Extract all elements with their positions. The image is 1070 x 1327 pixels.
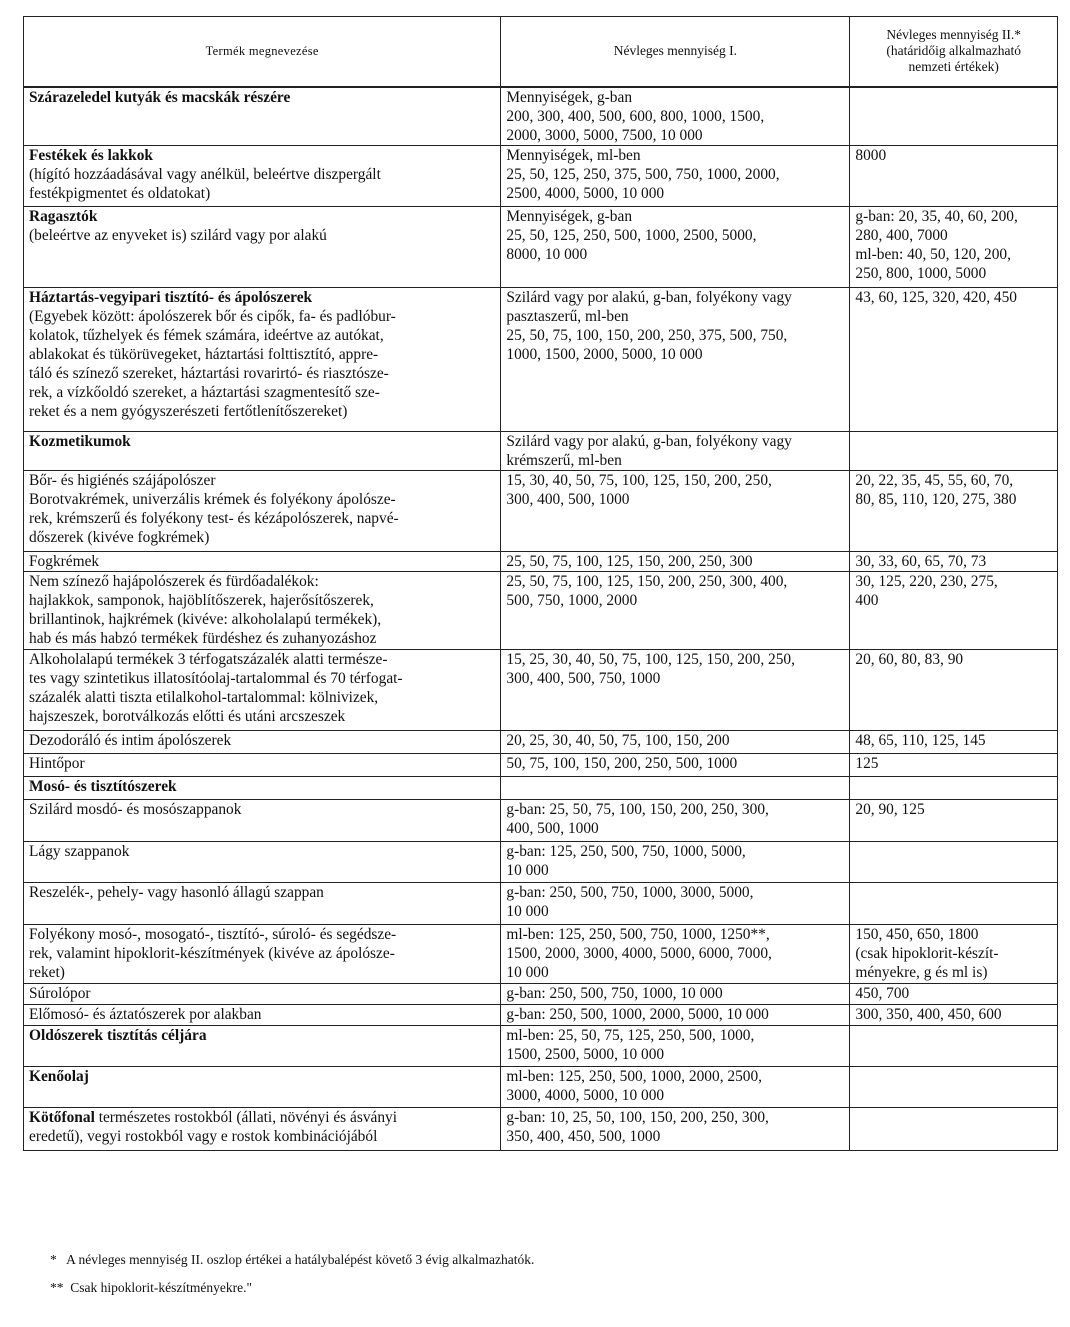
nominal-quantity-1-cell xyxy=(501,799,850,841)
quantity-1-line: 25, 50, 75, 100, 150, 200, 250, 375, 500, 750, xyxy=(506,326,788,344)
product-name-line: Kozmetikumok xyxy=(29,432,131,450)
nominal-quantity-1-cell xyxy=(501,87,850,146)
quantity-1-line: 350, 400, 450, 500, 1000 xyxy=(506,1127,661,1145)
product-name-line: dőszerek (kivéve fogkrémek) xyxy=(29,528,210,546)
header-q2-line: (határidőig alkalmazható xyxy=(886,43,1021,59)
footnote-2: ** Csak hipoklorit-készítményekre." xyxy=(50,1280,252,1295)
table-row xyxy=(24,983,1058,1004)
quantity-1-line: g-ban: 250, 500, 1000, 2000, 5000, 10 000 xyxy=(506,1005,769,1023)
table-row xyxy=(24,287,1058,431)
nominal-quantity-1-cell xyxy=(501,882,850,924)
quantity-1-line: 15, 30, 40, 50, 75, 100, 125, 150, 200, 250, xyxy=(506,471,772,489)
nominal-quantity-2-cell xyxy=(850,571,1058,649)
quantity-1-line: 200, 300, 400, 500, 600, 800, 1000, 1500, xyxy=(506,107,765,125)
nominal-quantity-2-cell xyxy=(850,1066,1058,1107)
quantity-2-line: 20, 90, 125 xyxy=(855,800,925,818)
quantity-1-line: 1500, 2500, 5000, 10 000 xyxy=(506,1045,665,1063)
product-name-cell xyxy=(24,924,501,983)
nominal-quantity-2-cell xyxy=(850,287,1058,431)
product-name-line: Szilárd mosdó- és mosószappanok xyxy=(29,800,242,818)
product-name-line: Előmosó- és áztatószerek por alakban xyxy=(29,1005,262,1023)
product-name-cell xyxy=(24,776,501,799)
product-name-line: eredetű), vegyi rostokból vagy e rostok kombinációjából xyxy=(29,1127,378,1145)
quantity-1-line: Mennyiségek, g-ban xyxy=(506,207,633,225)
nominal-quantity-1-cell xyxy=(501,776,850,799)
quantity-2-line: 30, 33, 60, 65, 70, 73 xyxy=(855,552,987,570)
quantity-1-line: 300, 400, 500, 1000 xyxy=(506,490,630,508)
product-name-cell xyxy=(24,87,501,146)
table-row xyxy=(24,730,1058,753)
header-nominal-quantity-1: Névleges mennyiség I. xyxy=(501,17,850,87)
quantity-1-line: 25, 50, 75, 100, 125, 150, 200, 250, 300, 400, xyxy=(506,572,788,590)
product-name-line: hajlakkok, samponok, hajöblítőszerek, hajerősítőszerek, xyxy=(29,591,374,609)
table-row xyxy=(24,1004,1058,1025)
product-name-cell xyxy=(24,799,501,841)
quantity-1-line: 10 000 xyxy=(506,861,549,879)
quantity-1-line: 50, 75, 100, 150, 200, 250, 500, 1000 xyxy=(506,754,738,772)
table-row xyxy=(24,753,1058,776)
quantity-1-line: 15, 25, 30, 40, 50, 75, 100, 125, 150, 200, 250, xyxy=(506,650,795,668)
table-row xyxy=(24,206,1058,287)
quantity-1-line: g-ban: 250, 500, 750, 1000, 10 000 xyxy=(506,984,723,1002)
quantity-1-line: ml-ben: 25, 50, 75, 125, 250, 500, 1000, xyxy=(506,1026,755,1044)
quantity-2-line: 80, 85, 110, 120, 275, 380 xyxy=(855,490,1017,508)
product-name-line: Ragasztók xyxy=(29,207,98,225)
quantity-1-line: Mennyiségek, g-ban xyxy=(506,88,633,106)
table-row xyxy=(24,841,1058,882)
table-row xyxy=(24,799,1058,841)
product-name-line: Szárazeledel kutyák és macskák részére xyxy=(29,88,291,106)
product-name-line: Folyékony mosó-, mosogató-, tisztító-, súroló- és segédsze- xyxy=(29,925,397,943)
product-name-cell xyxy=(24,1107,501,1150)
quantity-1-line: g-ban: 10, 25, 50, 100, 150, 200, 250, 300, xyxy=(506,1108,769,1126)
table-row xyxy=(24,87,1058,146)
quantity-1-line: 1000, 1500, 2000, 5000, 10 000 xyxy=(506,345,703,363)
table-row xyxy=(24,571,1058,649)
header-product-name: Termék megnevezése xyxy=(24,17,501,87)
quantity-2-line: 300, 350, 400, 450, 600 xyxy=(855,1005,1002,1023)
quantity-1-line: 25, 50, 125, 250, 375, 500, 750, 1000, 2000, xyxy=(506,165,780,183)
product-name-cell xyxy=(24,1004,501,1025)
nominal-quantity-1-cell xyxy=(501,431,850,470)
header-q2-line: Névleges mennyiség II.* xyxy=(886,27,1021,43)
product-name-cell xyxy=(24,551,501,571)
product-name-cell xyxy=(24,1025,501,1066)
product-name-line: rek, a vízkőoldó szereket, a háztartási szagmentesítő sze- xyxy=(29,383,380,401)
quantity-1-line: ml-ben: 125, 250, 500, 1000, 2000, 2500, xyxy=(506,1067,763,1085)
nominal-quantity-1-cell xyxy=(501,841,850,882)
product-name-cell xyxy=(24,287,501,431)
nominal-quantity-1-cell xyxy=(501,145,850,206)
product-name-line: Súrolópor xyxy=(29,984,91,1002)
nominal-quantity-2-cell xyxy=(850,730,1058,753)
quantity-1-line: 25, 50, 75, 100, 125, 150, 200, 250, 300 xyxy=(506,552,753,570)
product-name-line: hab és más habzó termékek fürdéshez és zuhanyozáshoz xyxy=(29,629,377,647)
quantity-1-line: Szilárd vagy por alakú, g-ban, folyékony vagy xyxy=(506,432,792,450)
product-name-line: hajszeszek, borotválkozás előtti és utáni arcszeszek xyxy=(29,707,346,725)
quantity-1-line: ml-ben: 125, 250, 500, 750, 1000, 1250**, xyxy=(506,925,770,943)
product-name-line: Lágy szappanok xyxy=(29,842,130,860)
nominal-quantity-2-cell xyxy=(850,882,1058,924)
product-name-cell xyxy=(24,841,501,882)
quantity-2-line: 30, 125, 220, 230, 275, xyxy=(855,572,998,590)
table-row xyxy=(24,776,1058,799)
quantity-1-line: 3000, 4000, 5000, 10 000 xyxy=(506,1086,665,1104)
table-row xyxy=(24,1025,1058,1066)
nominal-quantity-2-cell xyxy=(850,776,1058,799)
quantity-1-line: 2000, 3000, 5000, 7500, 10 000 xyxy=(506,126,703,144)
nominal-quantity-2-cell xyxy=(850,470,1058,551)
product-name-cell xyxy=(24,145,501,206)
quantity-2-line: 280, 400, 7000 xyxy=(855,226,948,244)
quantity-1-line: 1500, 2000, 3000, 4000, 5000, 6000, 7000, xyxy=(506,944,772,962)
nominal-quantity-2-cell xyxy=(850,924,1058,983)
product-name-line: (Egyebek között: ápolószerek bőr és cipők, fa- és padlóbur- xyxy=(29,307,396,325)
quantity-2-line: g-ban: 20, 35, 40, 60, 200, xyxy=(855,207,1018,225)
product-name-cell xyxy=(24,882,501,924)
product-name-line: táló és színező szereket, háztartási rovarirtó- és riasztósze- xyxy=(29,364,389,382)
product-name-line: Kötőfonal természetes rostokból (állati, növényi és ásványi xyxy=(29,1108,398,1126)
quantity-2-line: 450, 700 xyxy=(855,984,910,1002)
quantity-1-line: pasztaszerű, ml-ben xyxy=(506,307,629,325)
nominal-quantity-1-cell xyxy=(501,571,850,649)
nominal-quantity-2-cell xyxy=(850,799,1058,841)
nominal-quantity-1-cell xyxy=(501,730,850,753)
nominal-quantity-2-cell xyxy=(850,753,1058,776)
quantity-2-line: 400 xyxy=(855,591,879,609)
product-name-cell xyxy=(24,571,501,649)
product-name-line: rek, valamint hipoklorit-készítmények (kivéve az ápolósze- xyxy=(29,944,395,962)
product-name-line: reket és a nem gyógyszerészeti fertőtlenítőszereket) xyxy=(29,402,348,420)
quantity-2-line: 125 xyxy=(855,754,879,772)
quantity-1-line: Szilárd vagy por alakú, g-ban, folyékony vagy xyxy=(506,288,792,306)
footnote-1: * A névleges mennyiség II. oszlop értékei a hatálybalépést követő 3 évig alkalmazhatók. xyxy=(50,1252,535,1267)
quantity-1-line: 8000, 10 000 xyxy=(506,245,588,263)
product-name-line: Oldószerek tisztítás céljára xyxy=(29,1026,207,1044)
table-row xyxy=(24,551,1058,571)
quantity-1-line: 20, 25, 30, 40, 50, 75, 100, 150, 200 xyxy=(506,731,730,749)
nominal-quantity-2-cell xyxy=(850,87,1058,146)
quantity-2-line: 20, 22, 35, 45, 55, 60, 70, xyxy=(855,471,1014,489)
nominal-quantity-2-cell xyxy=(850,1004,1058,1025)
product-name-line: ablakokat és tükörüvegeket, háztartási folttisztító, appre- xyxy=(29,345,379,363)
quantity-table xyxy=(23,16,1058,1151)
table-row xyxy=(24,649,1058,730)
product-name-line: Háztartás-vegyipari tisztító- és ápolószerek xyxy=(29,288,313,306)
nominal-quantity-2-cell xyxy=(850,206,1058,287)
table-row xyxy=(24,1107,1058,1150)
quantity-2-line: 8000 xyxy=(855,146,887,164)
quantity-1-line: Mennyiségek, ml-ben xyxy=(506,146,641,164)
nominal-quantity-1-cell xyxy=(501,1025,850,1066)
quantity-1-line: 300, 400, 500, 750, 1000 xyxy=(506,669,661,687)
quantity-2-line: 150, 450, 650, 1800 xyxy=(855,925,979,943)
product-name-line: rek, krémszerű és folyékony test- és kézápolószerek, napvé- xyxy=(29,509,399,527)
product-name-line: festékpigmentet és oldatokat) xyxy=(29,184,211,202)
quantity-1-line: g-ban: 125, 250, 500, 750, 1000, 5000, xyxy=(506,842,746,860)
nominal-quantity-2-cell xyxy=(850,649,1058,730)
header-q2-line: nemzeti értékek) xyxy=(908,59,999,75)
nominal-quantity-2-cell xyxy=(850,145,1058,206)
product-name-line: tes vagy szintetikus illatosítóolaj-tartalommal és 70 térfogat- xyxy=(29,669,403,687)
product-name-line: (hígító hozzáadásával vagy anélkül, beleértve diszpergált xyxy=(29,165,381,183)
product-name-line: Dezodoráló és intim ápolószerek xyxy=(29,731,232,749)
quantity-1-line: 10 000 xyxy=(506,963,549,981)
product-name-line: Fogkrémek xyxy=(29,552,100,570)
quantity-1-line: g-ban: 25, 50, 75, 100, 150, 200, 250, 300, xyxy=(506,800,769,818)
product-name-line: Hintőpor xyxy=(29,754,85,772)
footnotes xyxy=(50,1252,534,1308)
table-row xyxy=(24,1066,1058,1107)
quantity-1-line: g-ban: 250, 500, 750, 1000, 3000, 5000, xyxy=(506,883,754,901)
product-name-line: kolatok, tűzhelyek és fémek számára, ideértve az autókat, xyxy=(29,326,384,344)
quantity-1-line: 400, 500, 1000 xyxy=(506,819,599,837)
nominal-quantity-1-cell xyxy=(501,287,850,431)
quantity-2-line: 43, 60, 125, 320, 420, 450 xyxy=(855,288,1017,306)
header-nominal-quantity-2 xyxy=(850,17,1058,87)
nominal-quantity-1-cell xyxy=(501,1107,850,1150)
nominal-quantity-2-cell xyxy=(850,551,1058,571)
quantity-2-line: 20, 60, 80, 83, 90 xyxy=(855,650,964,668)
product-name-line: Bőr- és higiénés szájápolószer xyxy=(29,471,216,489)
product-name-line: Mosó- és tisztítószerek xyxy=(29,777,177,795)
product-name-cell xyxy=(24,753,501,776)
product-name-line: brillantinok, hajkrémek (kivéve: alkoholalapú termékek), xyxy=(29,610,382,628)
quantity-1-line: krémszerű, ml-ben xyxy=(506,451,622,469)
nominal-quantity-1-cell xyxy=(501,649,850,730)
product-name-line: Festékek és lakkok xyxy=(29,146,153,164)
quantity-1-line: 25, 50, 125, 250, 500, 1000, 2500, 5000, xyxy=(506,226,757,244)
product-name-cell xyxy=(24,730,501,753)
nominal-quantity-2-cell xyxy=(850,1107,1058,1150)
table-row xyxy=(24,145,1058,206)
product-name-line: Kenőolaj xyxy=(29,1067,89,1085)
quantity-2-line: 250, 800, 1000, 5000 xyxy=(855,264,987,282)
product-name-cell xyxy=(24,470,501,551)
quantity-2-line: ményekre, g és ml is) xyxy=(855,963,988,981)
quantity-1-line: 10 000 xyxy=(506,902,549,920)
nominal-quantity-1-cell xyxy=(501,470,850,551)
nominal-quantity-1-cell xyxy=(501,206,850,287)
product-name-cell xyxy=(24,649,501,730)
nominal-quantity-1-cell xyxy=(501,551,850,571)
product-name-line: reket) xyxy=(29,963,65,981)
quantity-2-line: 48, 65, 110, 125, 145 xyxy=(855,731,986,749)
product-name-cell xyxy=(24,983,501,1004)
nominal-quantity-2-cell xyxy=(850,431,1058,470)
product-name-line: Alkoholalapú termékek 3 térfogatszázalék alatti természe- xyxy=(29,650,388,668)
nominal-quantity-2-cell xyxy=(850,983,1058,1004)
product-name-cell xyxy=(24,206,501,287)
nominal-quantity-1-cell xyxy=(501,753,850,776)
product-name-cell xyxy=(24,1066,501,1107)
product-name-cell xyxy=(24,431,501,470)
product-name-line: Nem színező hajápolószerek és fürdőadalékok: xyxy=(29,572,319,590)
nominal-quantity-2-cell xyxy=(850,1025,1058,1066)
table-row xyxy=(24,924,1058,983)
product-name-line: százalék alatti tiszta etilalkohol-tartalommal: kölnivizek, xyxy=(29,688,379,706)
quantity-1-line: 500, 750, 1000, 2000 xyxy=(506,591,638,609)
nominal-quantity-1-cell xyxy=(501,1004,850,1025)
quantity-1-line: 2500, 4000, 5000, 10 000 xyxy=(506,184,665,202)
product-name-line: (beleértve az enyveket is) szilárd vagy por alakú xyxy=(29,226,327,244)
product-name-line: Reszelék-, pehely- vagy hasonló állagú szappan xyxy=(29,883,324,901)
table-row xyxy=(24,470,1058,551)
nominal-quantity-1-cell xyxy=(501,983,850,1004)
product-name-line: Borotvakrémek, univerzális krémek és folyékony ápolósze- xyxy=(29,490,396,508)
quantity-2-line: (csak hipoklorit-készít- xyxy=(855,944,999,962)
quantity-2-line: ml-ben: 40, 50, 120, 200, xyxy=(855,245,1011,263)
nominal-quantity-2-cell xyxy=(850,841,1058,882)
table-row xyxy=(24,882,1058,924)
nominal-quantity-1-cell xyxy=(501,924,850,983)
nominal-quantity-1-cell xyxy=(501,1066,850,1107)
table-row xyxy=(24,431,1058,470)
